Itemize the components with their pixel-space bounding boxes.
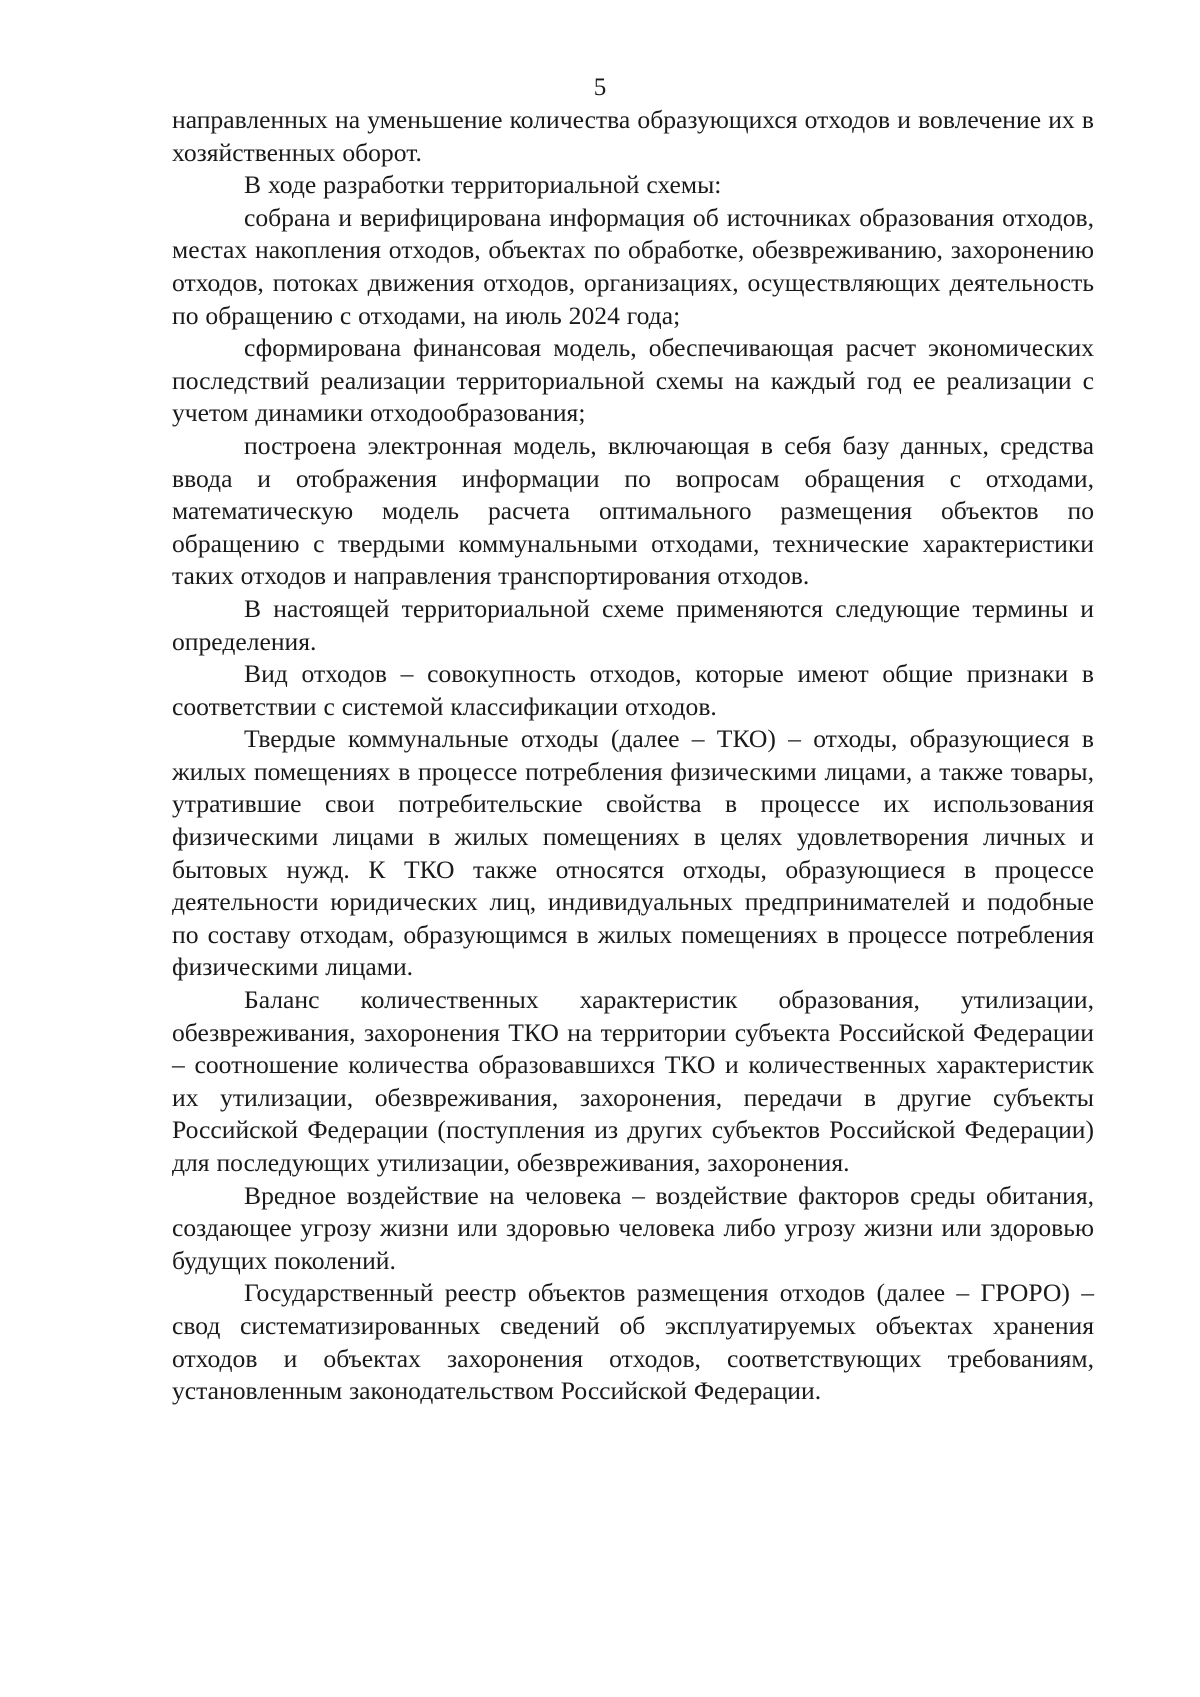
paragraph-info-collected: собрана и верифицирована информация об источниках образования отходов, местах накопления отходов, объектах по обработке, обезвреживанию, захоронению отходов, потоках движения отходов, организациях, осуществляющих деятельность по обращению с отходами, на июль 2024 года;	[172, 202, 1094, 330]
definition-balance: Баланс количественных характеристик образования, утилизации, обезвреживания, захоронения ТКО на территории субъекта Российской Федерации – соотношение количества образовавшихся ТКО и количественных характеристик их утилизации, обезвреживания, захоронения, передачи в другие субъекты Российской Федерации (поступления из других субъектов Российской Федерации) для последующих утилизации, обезвреживания, захоронения.	[172, 985, 1094, 1177]
paragraph-financial-model: сформирована финансовая модель, обеспечивающая расчет экономических последствий реализации территориальной схемы на каждый год ее реализации с учетом динамики отходообразования;	[172, 333, 1094, 428]
paragraph-electronic-model: построена электронная модель, включающая в себя базу данных, средства ввода и отображения информации по вопросам обращения с отходами, математическую модель расчета оптимального размещения объектов по обращению с твердыми коммунальными отходами, технические характеристики таких отходов и направления транспортирования отходов.	[172, 430, 1094, 591]
paragraph-intro-development: В ходе разработки территориальной схемы:	[244, 170, 722, 200]
definition-harmful-impact: Вредное воздействие на человека – воздействие факторов среды обитания, создающее угрозу жизни или здоровью человека либо угрозу жизни или здоровью будущих поколений.	[172, 1180, 1094, 1275]
definition-waste-type: Вид отходов – совокупность отходов, которые имеют общие признаки в соответствии с системой классификации отходов.	[172, 659, 1094, 721]
paragraph-terms-intro: В настоящей территориальной схеме применяются следующие термины и определения.	[172, 593, 1094, 656]
definition-groro: Государственный реестр объектов размещения отходов (далее – ГРОРО) – свод систематизированных сведений об эксплуатируемых объектах хранения отходов и объектах захоронения отходов, соответствующих требованиям, установленным законодательством Российской Федерации.	[172, 1278, 1094, 1406]
page-number: 5	[593, 74, 607, 101]
definition-tko: Твердые коммунальные отходы (далее – ТКО) – отходы, образующиеся в жилых помещениях в процессе потребления физическими лицами, а также товары, утратившие свои потребительские свойства в процессе их использования физическими лицами в жилых помещениях в целях удовлетворения личных и бытовых нужд. К ТКО также относятся отходы, образующиеся в процессе деятельности юридических лиц, индивидуальных предпринимателей и подобные по составу отходам, образующимся в жилых помещениях в процессе потребления физическими лицами.	[172, 724, 1094, 982]
document-body	[172, 104, 1094, 1408]
paragraph-continuation: направленных на уменьшение количества образующихся отходов и вовлечение их в хозяйственных оборот.	[172, 105, 1094, 167]
